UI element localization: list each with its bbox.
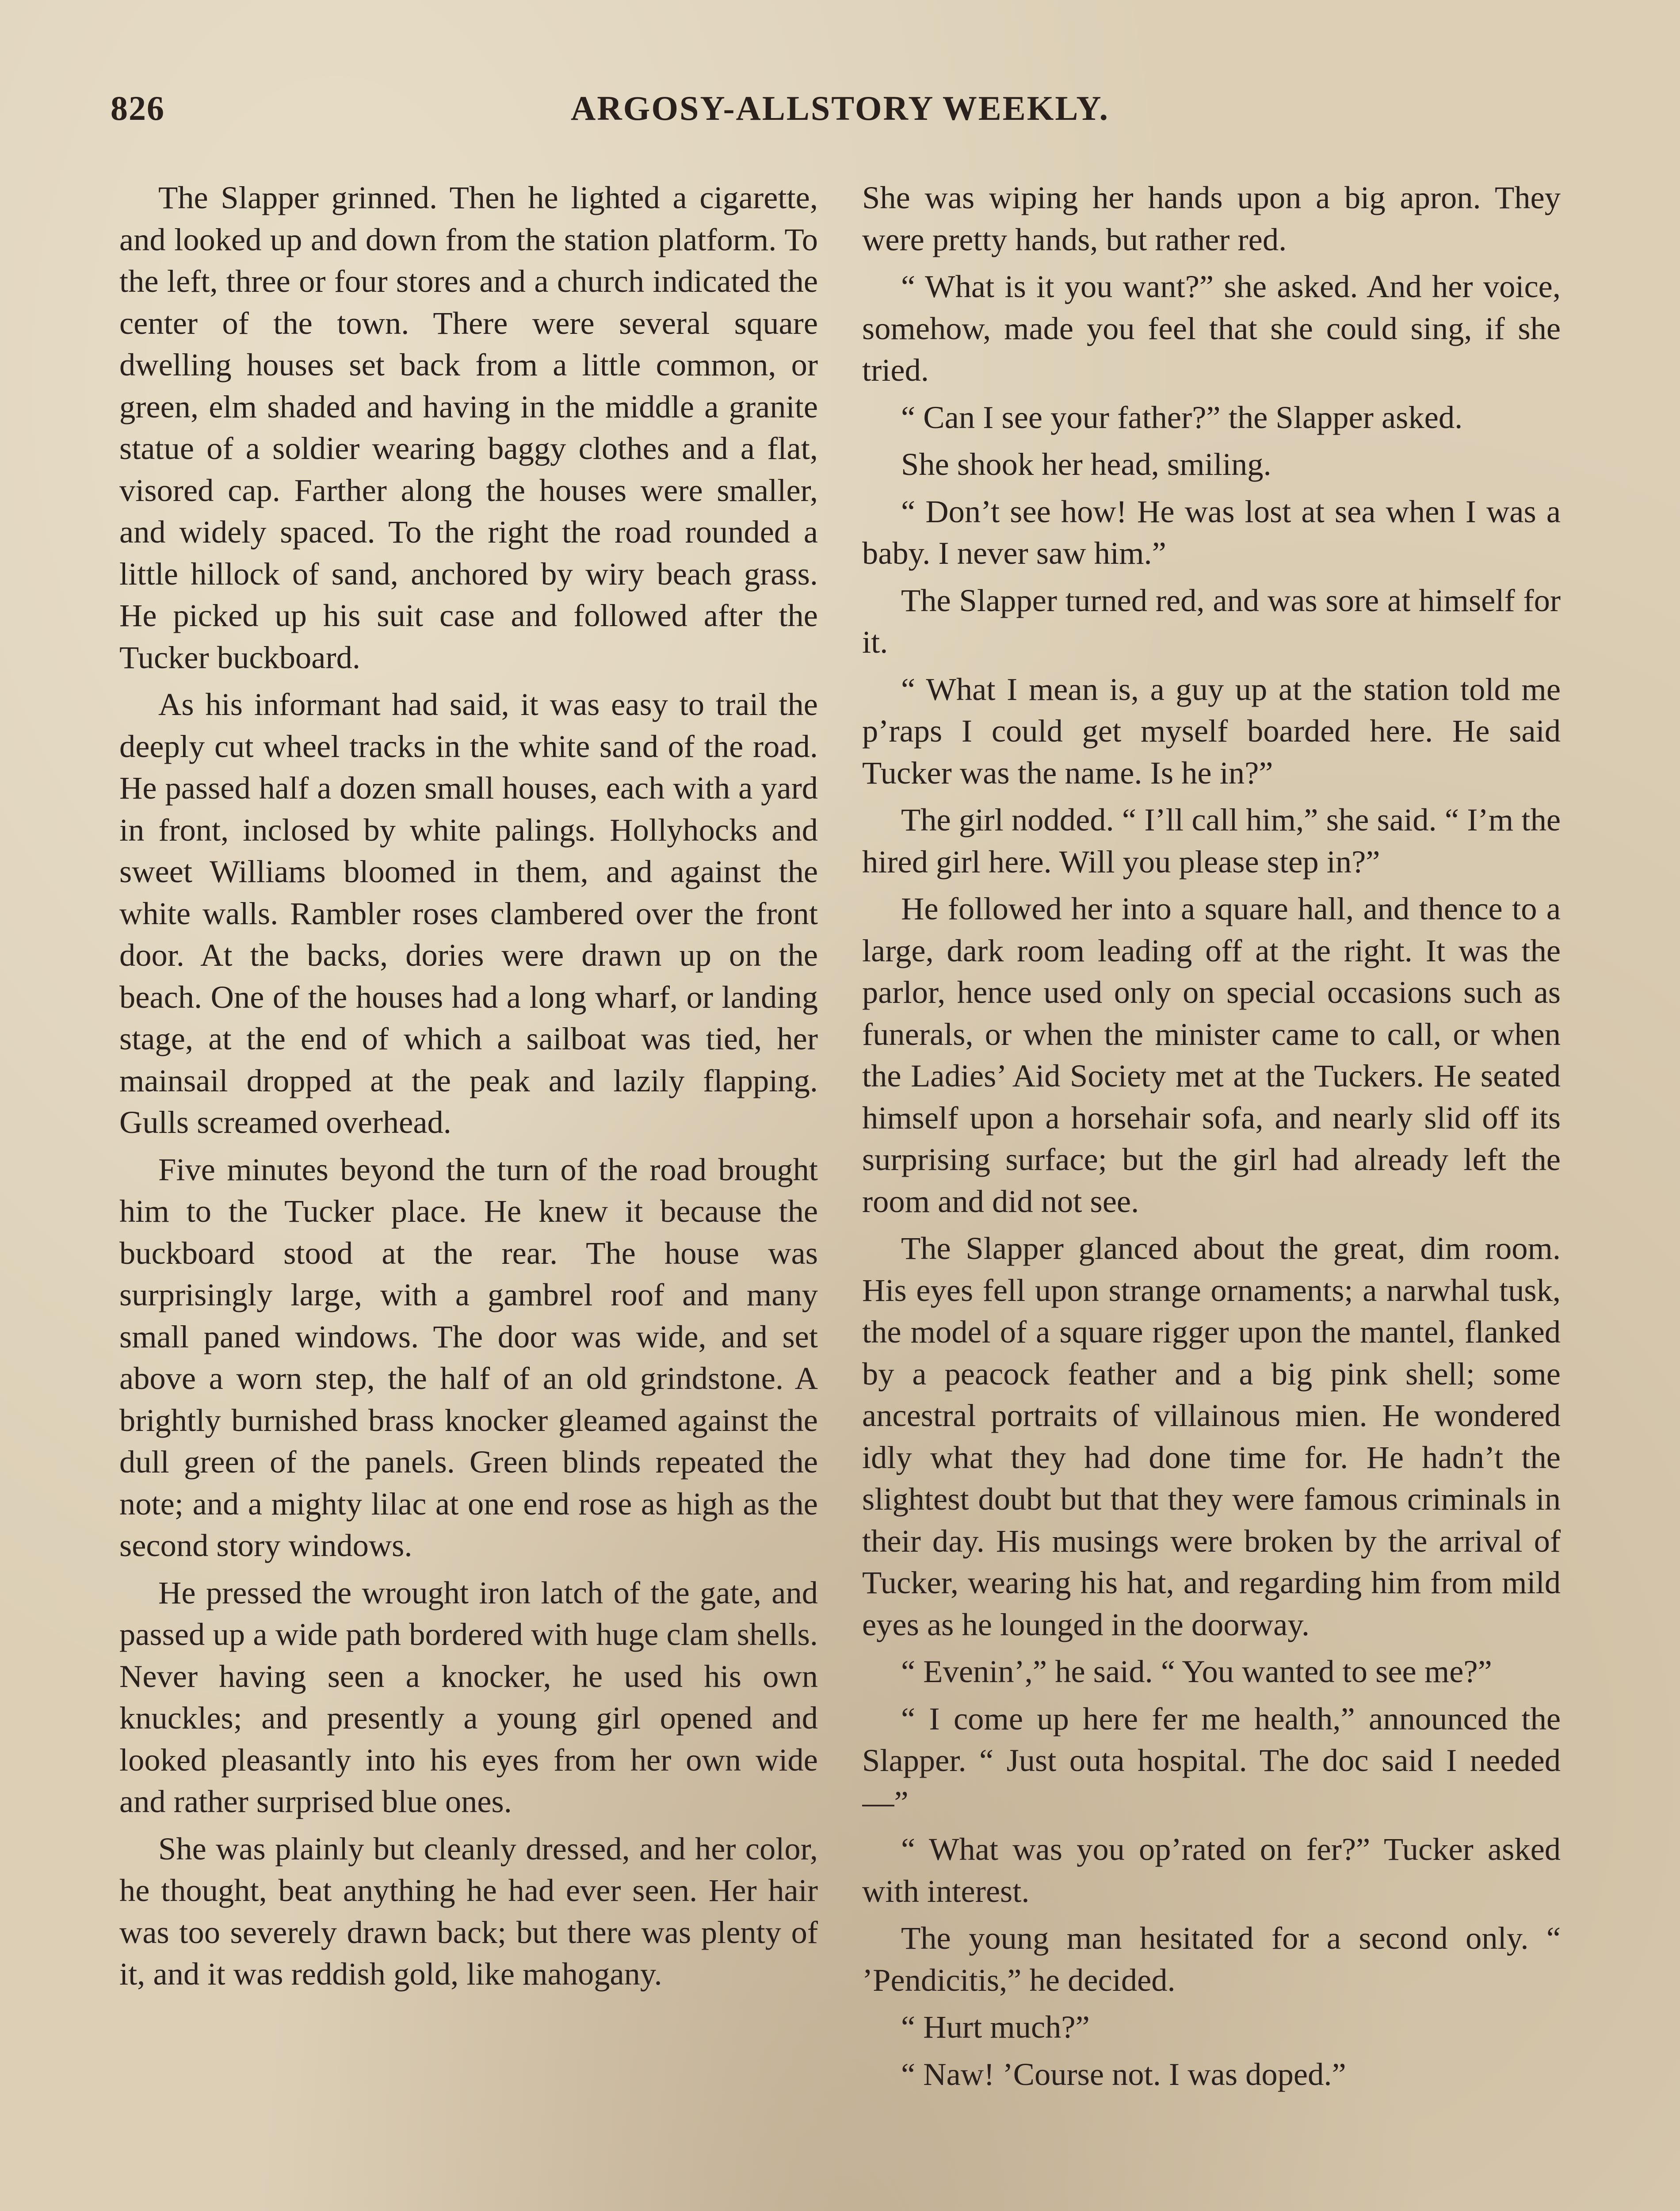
paragraph: “ Evenin’,” he said. “ You wanted to see me?” (901, 1653, 1492, 1689)
paragraph: “ What is it you want?” she asked. And her voice, somehow, made you feel that she could sing, if she tried. (862, 268, 1561, 388)
text-columns (119, 177, 1561, 2211)
paragraph: “ Can I see your father?” the Slapper asked. (901, 399, 1463, 435)
paragraph: “ Don’t see how! He was lost at sea when I was a baby. I never saw him.” (862, 493, 1561, 571)
paragraph: The young man hesitated for a second only. “ ’Pendicitis,” he decided. (862, 1920, 1561, 1998)
paragraph: “ What was you op’rated on fer?” Tucker asked with interest. (862, 1831, 1561, 1909)
right-column (862, 177, 1561, 2211)
paragraph: “ Hurt much?” (901, 2009, 1090, 2045)
running-head: ARGOSY-ALLSTORY WEEKLY. (571, 89, 1109, 127)
left-column (119, 177, 818, 2211)
paragraph: He followed her into a square hall, and thence to a large, dark room leading off at the right. It was the parlor, hence used only on special occasions such as funerals, or when the minister came to call, or when the Ladies’ Aid Society met at the Tuckers. He seated himself upon a horsehair sofa, and nearly slid off its surprising surface; but the girl had already left the room and did not see. (862, 891, 1561, 1219)
paragraph: “ I come up here fer me health,” announced the Slapper. “ Just outa hospital. The doc said I needed—” (862, 1700, 1561, 1820)
paragraph: She was plainly but cleanly dressed, and her color, he thought, beat anything he had ever seen. Her hair was too severely drawn back; but there was plenty of it, and it was reddish gold, like mahogany. (119, 1830, 818, 1992)
paragraph: Five minutes beyond the turn of the road brought him to the Tucker place. He knew it because the buckboard stood at the rear. The house was surprisingly large, with a gambrel roof and many small paned windows. The door was wide, and set above a worn step, the half of an old grindstone. A brightly burnished brass knocker gleamed against the dull green of the panels. Green blinds repeated the note; and a mighty lilac at one end rose as high as the second story windows. (119, 1151, 818, 1563)
paragraph-continued: She was wiping her hands upon a big apron. They were pretty hands, but rather red. (862, 180, 1561, 257)
paragraph: As his informant had said, it was easy to trail the deeply cut wheel tracks in the white sand of the road. He passed half a dozen small houses, each with a yard in front, inclosed by white palings. Hollyhocks and sweet Williams bloomed in them, and against the white walls. Rambler roses clambered over the front door. At the backs, dories were drawn up on the beach. One of the houses had a long wharf, or landing stage, at the end of which a sailboat was tied, her mainsail dropped at the peak and lazily flapping. Gulls screamed overhead. (119, 686, 818, 1140)
paragraph: She shook her head, smiling. (901, 446, 1271, 482)
page-header (111, 88, 1569, 150)
paragraph: He pressed the wrought iron latch of the gate, and passed up a wide path bordered with huge clam shells. Never having seen a knocker, he used his own knuckles; and presently a young girl opened and looked pleasantly into his eyes from her own wide and rather surprised blue ones. (119, 1574, 818, 1819)
paragraph: “ Naw! ’Course not. I was doped.” (901, 2056, 1346, 2092)
page-number: 826 (111, 89, 165, 127)
paragraph: The Slapper grinned. Then he lighted a cigarette, and looked up and down from the station platform. To the left, three or four stores and a church indicated the center of the town. There were several square dwelling houses set back from a little common, or green, elm shaded and having in the middle a granite statue of a soldier wearing baggy clothes and a flat, visored cap. Farther along the houses were smaller, and widely spaced. To the right the road rounded a little hillock of sand, anchored by wiry beach grass. He picked up his suit case and followed after the Tucker buckboard. (119, 180, 818, 675)
paragraph: The Slapper glanced about the great, dim room. His eyes fell upon strange ornaments; a narwhal tusk, the model of a square rigger upon the mantel, flanked by a peacock feather and a big pink shell; some ancestral portraits of villainous mien. He wondered idly what they had done time for. He hadn’t the slightest doubt but that they were famous criminals in their day. His musings were broken by the arrival of Tucker, wearing his hat, and regarding him from mild eyes as he lounged in the doorway. (862, 1230, 1561, 1642)
paragraph: “ What I mean is, a guy up at the station told me p’raps I could get myself boarded here. He said Tucker was the name. Is he in?” (862, 671, 1561, 791)
paragraph: The Slapper turned red, and was sore at himself for it. (862, 582, 1561, 660)
paragraph: The girl nodded. “ I’ll call him,” she said. “ I’m the hired girl here. Will you please step in?” (862, 802, 1561, 880)
